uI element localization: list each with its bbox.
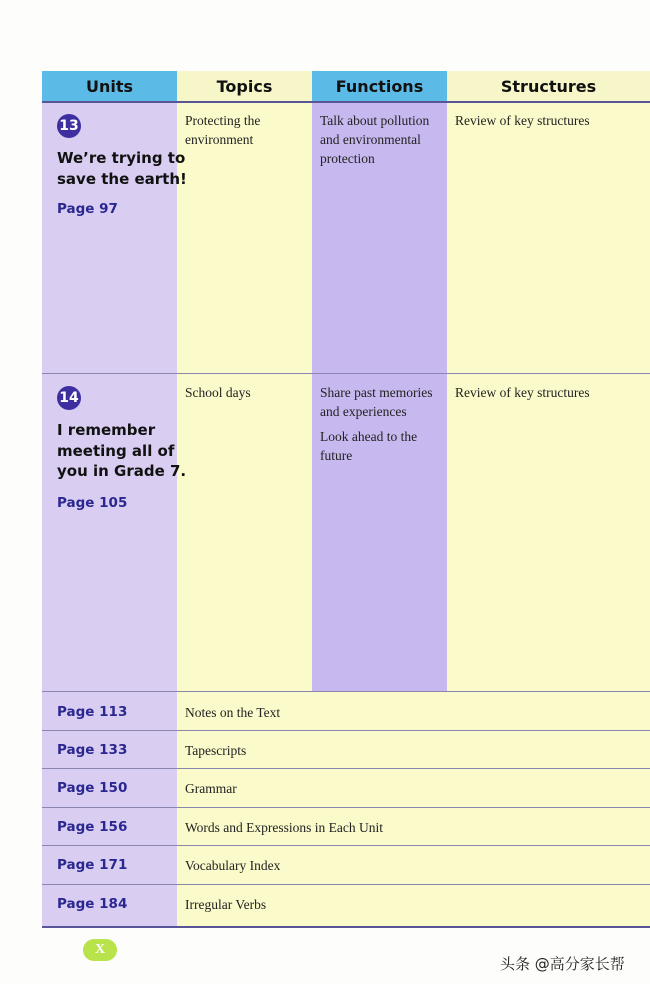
- header-functions-label: Functions: [335, 76, 424, 96]
- appendix-label: Tapescripts: [185, 743, 247, 758]
- appendix-divider: [42, 691, 650, 692]
- unit-13-structures: Review of key structures: [455, 113, 590, 128]
- header-structures: [447, 71, 650, 101]
- appendix-label: Vocabulary Index: [185, 858, 281, 873]
- unit-13-functions: [320, 111, 429, 168]
- appendix-bg: [312, 691, 650, 927]
- unit-14-functions: [320, 383, 432, 465]
- unit-14-function-line: and experiences: [320, 404, 407, 419]
- header-functions: [312, 71, 447, 101]
- unit-14-title-line: meeting all of: [57, 441, 175, 460]
- unit-14-number-icon: 14: [57, 386, 81, 410]
- appendix-divider: [42, 730, 650, 731]
- appendix-divider: [42, 845, 650, 846]
- units-column-bg: [42, 101, 177, 927]
- appendix-label: Irregular Verbs: [185, 897, 267, 912]
- unit-14-title-line: you in Grade 7.: [57, 462, 187, 480]
- header-units-label: Units: [85, 76, 134, 96]
- unit-13-topic-line: environment: [185, 132, 254, 147]
- unit-14-topic: [185, 383, 251, 402]
- unit-13-topic-line: Protecting the: [185, 113, 261, 128]
- unit-13-function-line: Talk about pollution: [320, 113, 430, 128]
- unit-13-page: Page 97: [57, 201, 118, 217]
- appendix-page: Page 150: [57, 780, 128, 796]
- appendix-label: Grammar: [185, 781, 237, 796]
- appendix-page: Page 156: [57, 819, 128, 835]
- appendix-divider: [42, 807, 650, 808]
- appendix-page: Page 171: [57, 857, 128, 873]
- unit-14-structures: Review of key structures: [455, 385, 590, 400]
- unit-14-function-line: Look ahead to the: [320, 429, 418, 444]
- header-topics-label: Topics: [216, 76, 273, 96]
- appendix-divider: [42, 884, 650, 885]
- unit-13-topic: [185, 111, 260, 149]
- appendix-page: Page 184: [57, 896, 128, 912]
- appendix-divider: [42, 768, 650, 769]
- unit-13-title: [57, 148, 187, 189]
- table-bottom-border: [42, 926, 650, 928]
- header-topics: [177, 71, 312, 101]
- watermark: 头条 @高分家长帮: [500, 955, 625, 973]
- appendix-page: Page 133: [57, 742, 128, 758]
- header-units: [42, 71, 177, 101]
- appendix-label: Notes on the Text: [185, 705, 281, 720]
- unit-14-title-line: I remember: [57, 421, 156, 439]
- appendix-page: Page 113: [57, 704, 128, 720]
- unit-14-function-line: future: [320, 448, 353, 463]
- appendix-label: Words and Expressions in Each Unit: [185, 820, 384, 835]
- unit-13-function-line: protection: [320, 151, 375, 166]
- header-divider: [42, 101, 650, 103]
- topics-column-bg: [177, 101, 312, 927]
- unit-14-topic-line: School days: [185, 385, 251, 400]
- page-number-badge: X: [83, 939, 117, 961]
- header-structures-label: Structures: [500, 76, 597, 96]
- unit-14-title: [57, 420, 186, 482]
- unit-13-title-line: save the earth!: [57, 169, 187, 188]
- unit-14-function-line: Share past memories: [320, 385, 433, 400]
- unit-13-number-icon: 13: [57, 114, 81, 138]
- unit-divider: [42, 373, 650, 374]
- unit-13-title-line: We’re trying to: [57, 149, 186, 167]
- unit-13-function-line: and environmental: [320, 132, 421, 147]
- unit-14-page: Page 105: [57, 495, 128, 511]
